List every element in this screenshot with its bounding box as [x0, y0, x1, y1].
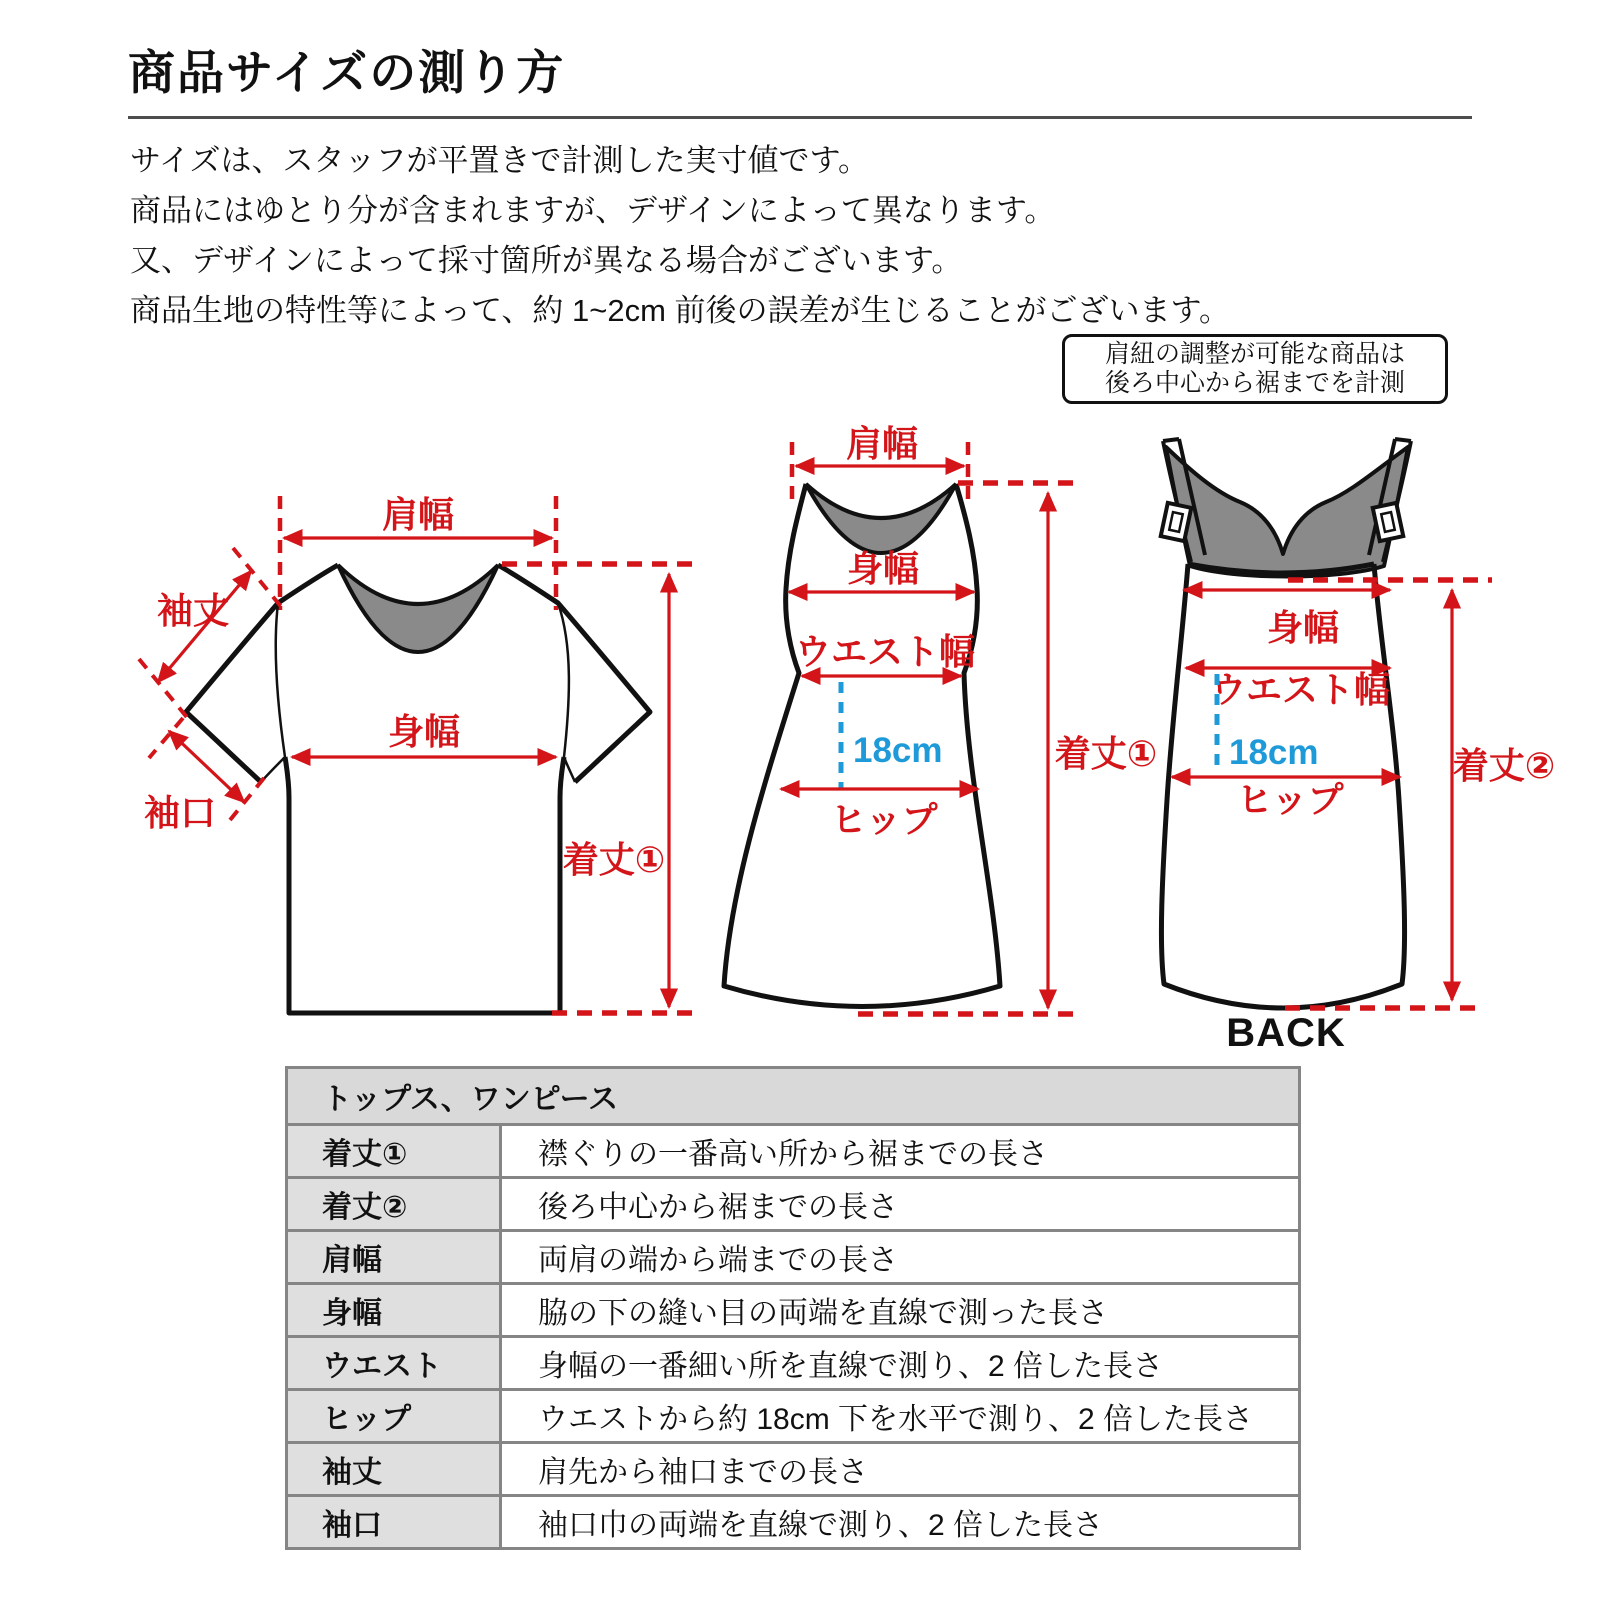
dress-waist-width-label: ウエスト幅: [794, 631, 976, 672]
shirt-shoulder-width-label: 肩幅: [381, 494, 455, 535]
dress-neckline: [806, 484, 956, 553]
term-cell: 肩幅: [287, 1231, 501, 1284]
camisole-hip-label: ヒップ: [1236, 779, 1344, 820]
desc-cell: 袖口巾の両端を直線で測り、2 倍した長さ: [501, 1496, 1300, 1549]
term-cell: 着丈①: [287, 1125, 501, 1178]
dress-offset-label: 18cm: [853, 731, 943, 770]
camisole-back-label: BACK: [1226, 1011, 1346, 1050]
camisole-diagram: [1161, 439, 1556, 1050]
desc-cell: 脇の下の縫い目の両端を直線で測った長さ: [501, 1284, 1300, 1337]
note-line: 後ろ中心から裾までを計測: [1104, 369, 1405, 397]
table-row: [287, 1125, 1300, 1178]
table-row: [287, 1337, 1300, 1390]
measurement-diagram: [0, 415, 1600, 1050]
intro-line: サイズは、スタッフが平置きで計測した実寸値です。: [130, 143, 870, 178]
term-cell: ヒップ: [287, 1390, 501, 1443]
desc-cell: ウエストから約 18cm 下を水平で測り、2 倍した長さ: [501, 1390, 1300, 1443]
title-divider: [128, 116, 1472, 119]
measurement-table: [285, 1066, 1301, 1550]
intro-line: 又、デザインによって採寸箇所が異なる場合がございます。: [130, 243, 963, 278]
term-cell: 袖丈: [287, 1443, 501, 1496]
dress-hip-label: ヒップ: [830, 799, 938, 840]
table-row: [287, 1231, 1300, 1284]
intro-line: 商品にはゆとり分が含まれますが、デザインによって異なります。: [130, 193, 1056, 228]
term-cell: 袖口: [287, 1496, 501, 1549]
camisole-offset-label: 18cm: [1229, 733, 1319, 772]
note-line: 肩紐の調整が可能な商品は: [1104, 340, 1405, 368]
camisole-length-label: 着丈②: [1452, 745, 1556, 786]
desc-cell: 肩先から袖口までの長さ: [501, 1443, 1300, 1496]
desc-cell: 襟ぐりの一番高い所から裾までの長さ: [501, 1125, 1300, 1178]
table-header-row: [287, 1068, 1300, 1125]
desc-cell: 後ろ中心から裾までの長さ: [501, 1178, 1300, 1231]
desc-cell: 両肩の端から端までの長さ: [501, 1231, 1300, 1284]
dress-length-label: 着丈①: [1054, 733, 1158, 774]
shirt-length-label: 着丈①: [562, 839, 666, 880]
table-row: [287, 1178, 1300, 1231]
dress-body-width-label: 身幅: [846, 548, 920, 589]
term-cell: 身幅: [287, 1284, 501, 1337]
intro-text: [130, 136, 1470, 336]
camisole-waist-width-label: ウエスト幅: [1209, 669, 1391, 710]
shirt-body-width-label: 身幅: [387, 711, 461, 752]
camisole-right-strap-slider: [1373, 503, 1404, 541]
dress-diagram: [724, 423, 1157, 1014]
term-cell: 着丈②: [287, 1178, 501, 1231]
intro-line: 商品生地の特性等によって、約 1~2cm 前後の誤差が生じることがございます。: [130, 293, 1231, 328]
strap-note-box: [1062, 334, 1448, 404]
term-cell: ウエスト: [287, 1337, 501, 1390]
table-row: [287, 1443, 1300, 1496]
shirt-right-sleeve: [498, 565, 650, 782]
shirt-cuff-label: 袖口: [143, 792, 217, 833]
camisole-body-width-label: 身幅: [1266, 607, 1340, 648]
dress-shoulder-width-label: 肩幅: [845, 423, 919, 464]
shirt-torso: [285, 757, 564, 1013]
page-title: 商品サイズの測り方: [128, 46, 566, 99]
shirt-sleeve-length-label: 袖丈: [156, 590, 230, 631]
table-row: [287, 1284, 1300, 1337]
table-row: [287, 1390, 1300, 1443]
shirt-neckline: [338, 565, 498, 652]
desc-cell: 身幅の一番細い所を直線で測り、2 倍した長さ: [501, 1337, 1300, 1390]
table-row: [287, 1496, 1300, 1549]
camisole-left-strap-slider: [1161, 503, 1192, 541]
table-header: トップス、ワンピース: [287, 1068, 1300, 1125]
tshirt-diagram: [139, 494, 694, 1013]
